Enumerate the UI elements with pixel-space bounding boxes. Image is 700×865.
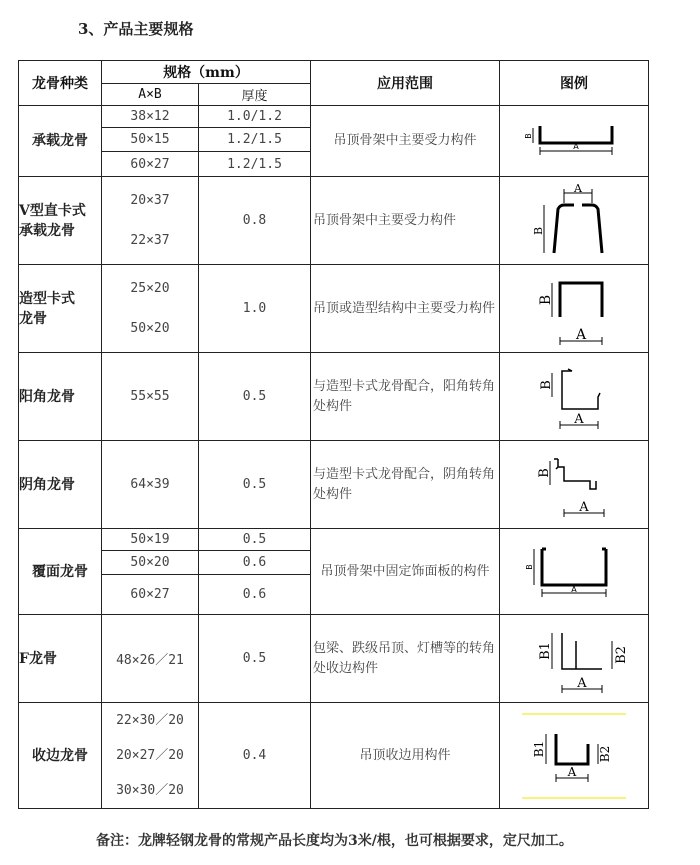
thickness-cell: 1.0 bbox=[199, 265, 311, 353]
size-value: 20×37 bbox=[130, 192, 170, 208]
size-value: 25×20 bbox=[130, 280, 170, 296]
figure-cell bbox=[500, 529, 649, 615]
section-title: 3、产品主要规格 bbox=[78, 20, 194, 38]
thickness-cell: 1.0/1.2 bbox=[199, 106, 311, 128]
table-row bbox=[19, 703, 649, 809]
dim-b2-label: B2 bbox=[614, 645, 630, 664]
dim-a-label: A bbox=[567, 764, 577, 779]
table-row bbox=[19, 615, 649, 703]
spec-table bbox=[18, 60, 649, 809]
size-cell: 60×27 bbox=[102, 152, 199, 177]
dim-b-label: B bbox=[538, 294, 555, 305]
header-axb: A×B bbox=[102, 84, 199, 106]
size-cell bbox=[102, 703, 199, 809]
size-value: 22×30／20 bbox=[116, 713, 184, 728]
thickness-cell: 1.2/1.5 bbox=[199, 128, 311, 152]
dim-a-label: A bbox=[575, 326, 587, 343]
header-thickness: 厚度 bbox=[199, 84, 311, 106]
size-cell bbox=[102, 265, 199, 353]
dim-b2-label: B2 bbox=[598, 745, 613, 762]
usage-cell: 吊顶收边用构件 bbox=[311, 703, 500, 809]
category-line: 龙骨 bbox=[19, 310, 47, 327]
size-cell: 50×20 bbox=[102, 551, 199, 575]
footnote: 备注：龙牌轻钢龙骨的常规产品长度均为3米/根，也可根据要求，定尺加工。 bbox=[96, 833, 573, 849]
figure-cell bbox=[500, 106, 649, 177]
category-cell: 承载龙骨 bbox=[19, 106, 102, 177]
figure-cell bbox=[500, 703, 649, 809]
outer-corner-keel-figure bbox=[514, 357, 634, 437]
dim-a-label: A bbox=[573, 142, 579, 151]
thickness-cell: 0.6 bbox=[199, 575, 311, 615]
usage-cell: 与造型卡式龙骨配合，阴角转角处构件 bbox=[311, 441, 500, 529]
v-keel-figure bbox=[514, 181, 634, 261]
thickness-cell: 0.4 bbox=[199, 703, 311, 809]
thickness-cell: 0.8 bbox=[199, 177, 311, 265]
category-cell: 阳角龙骨 bbox=[19, 353, 102, 441]
thickness-cell: 0.5 bbox=[199, 529, 311, 551]
inner-corner-keel-figure bbox=[514, 445, 634, 525]
thickness-cell: 0.6 bbox=[199, 551, 311, 575]
figure-cell bbox=[500, 265, 649, 353]
size-cell: 50×19 bbox=[102, 529, 199, 551]
table-row bbox=[19, 265, 649, 353]
header-row bbox=[19, 61, 649, 84]
usage-cell: 包梁、跌级吊顶、灯槽等的转角处收边构件 bbox=[311, 615, 500, 703]
dim-a-label: A bbox=[579, 499, 589, 515]
dim-b1-label: B1 bbox=[538, 641, 554, 660]
dim-a-label: A bbox=[571, 584, 577, 594]
table-row bbox=[19, 106, 649, 128]
edge-keel-figure bbox=[514, 708, 634, 804]
size-value: 22×37 bbox=[130, 232, 170, 248]
figure-cell bbox=[500, 353, 649, 441]
size-cell: 38×12 bbox=[102, 106, 199, 128]
bearing-keel-figure bbox=[514, 116, 634, 166]
category-line: V型直卡式 bbox=[19, 202, 86, 219]
header-figure: 图例 bbox=[500, 61, 649, 106]
thickness-cell: 0.5 bbox=[199, 441, 311, 529]
dim-b-label: B bbox=[525, 563, 535, 570]
dim-b-label: B bbox=[537, 467, 553, 478]
dim-a-label: A bbox=[574, 181, 582, 195]
category-cell: 覆面龙骨 bbox=[19, 529, 102, 615]
category-cell: 阴角龙骨 bbox=[19, 441, 102, 529]
header-spec: 规格（mm） bbox=[102, 61, 311, 84]
table-row bbox=[19, 353, 649, 441]
size-cell: 48×26／21 bbox=[102, 615, 199, 703]
usage-cell: 与造型卡式龙骨配合，阳角转角处构件 bbox=[311, 353, 500, 441]
figure-cell bbox=[500, 441, 649, 529]
category-line: 承载龙骨 bbox=[19, 222, 75, 239]
thickness-cell: 0.5 bbox=[199, 353, 311, 441]
size-cell: 60×27 bbox=[102, 575, 199, 615]
category-cell bbox=[19, 265, 102, 353]
size-cell: 50×15 bbox=[102, 128, 199, 152]
dim-b-label: B bbox=[539, 379, 555, 390]
header-usage: 应用范围 bbox=[311, 61, 500, 106]
thickness-cell: 0.5 bbox=[199, 615, 311, 703]
category-line: 造型卡式 bbox=[19, 290, 75, 307]
size-cell: 64×39 bbox=[102, 441, 199, 529]
size-value: 30×30／20 bbox=[116, 783, 184, 798]
category-cell bbox=[19, 177, 102, 265]
dim-a-label: A bbox=[574, 411, 584, 427]
category-cell: 收边龙骨 bbox=[19, 703, 102, 809]
dim-b-label: B bbox=[532, 226, 546, 235]
usage-cell: 吊顶骨架中主要受力构件 bbox=[311, 106, 500, 177]
size-cell bbox=[102, 177, 199, 265]
usage-cell: 吊顶骨架中主要受力构件 bbox=[311, 177, 500, 265]
size-cell: 55×55 bbox=[102, 353, 199, 441]
table-row bbox=[19, 177, 649, 265]
figure-cell bbox=[500, 615, 649, 703]
size-value: 20×27／20 bbox=[116, 748, 184, 763]
table-row bbox=[19, 529, 649, 551]
dim-a-label: A bbox=[577, 675, 587, 691]
figure-cell bbox=[500, 177, 649, 265]
header-type: 龙骨种类 bbox=[19, 61, 102, 106]
usage-cell: 吊顶或造型结构中主要受力构件 bbox=[311, 265, 500, 353]
thickness-cell: 1.2/1.5 bbox=[199, 152, 311, 177]
dim-b1-label: B1 bbox=[532, 740, 547, 757]
cover-keel-figure bbox=[514, 537, 634, 607]
category-cell: F龙骨 bbox=[19, 615, 102, 703]
size-value: 50×20 bbox=[130, 320, 170, 336]
dim-b-label: B bbox=[524, 133, 534, 139]
f-keel-figure bbox=[514, 619, 634, 699]
table-row bbox=[19, 441, 649, 529]
card-keel-figure bbox=[514, 269, 634, 349]
usage-cell: 吊顶骨架中固定饰面板的构件 bbox=[311, 529, 500, 615]
